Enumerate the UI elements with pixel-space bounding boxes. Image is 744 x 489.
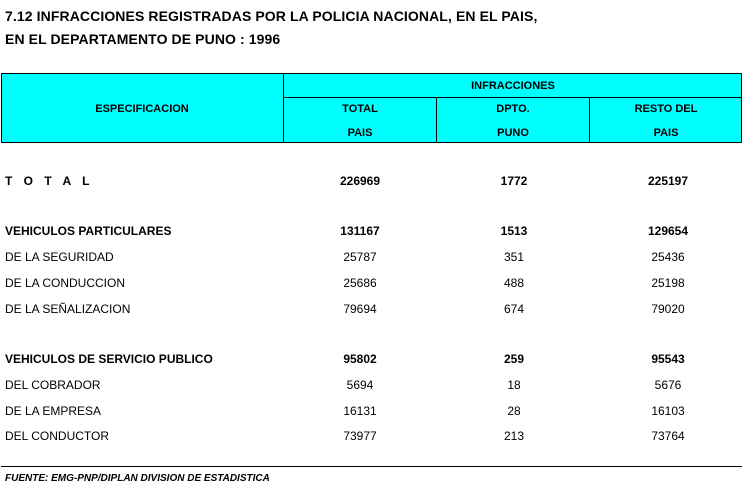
cell-total-pais: 73977 <box>343 429 377 443</box>
table-bottom-rule <box>1 466 742 467</box>
cell-resto-pais: 95543 <box>651 352 685 366</box>
source-note: FUENTE: EMG-PNP/DIPLAN DIVISION DE ESTADISTICA <box>5 473 270 484</box>
row-label: DEL CONDUCTOR <box>5 429 110 443</box>
header-especificacion: ESPECIFICACION <box>95 103 189 115</box>
header-resto-line-1: RESTO DEL <box>634 103 698 115</box>
header-resto-line-2: PAIS <box>653 127 679 139</box>
cell-dpto-puno: 1513 <box>500 224 528 238</box>
cell-resto-pais: 16103 <box>651 404 685 418</box>
cell-dpto-puno: 259 <box>503 352 525 366</box>
row-label: DEL COBRADOR <box>5 378 101 392</box>
cell-total-pais: 25787 <box>343 250 377 264</box>
cell-total-pais: 16131 <box>343 404 377 418</box>
cell-resto-pais: 129654 <box>647 224 689 238</box>
cell-resto-pais: 225197 <box>647 174 689 188</box>
cell-resto-pais: 25198 <box>651 276 685 290</box>
cell-resto-pais: 73764 <box>651 429 685 443</box>
cell-total-pais: 25686 <box>343 276 377 290</box>
cell-dpto-puno: 674 <box>503 302 525 316</box>
cell-dpto-puno: 488 <box>503 276 525 290</box>
cell-dpto-puno: 213 <box>503 429 525 443</box>
cell-dpto-puno: 28 <box>507 404 521 418</box>
table-title-line-1: 7.12 INFRACCIONES REGISTRADAS POR LA POLICIA NACIONAL, EN EL PAIS, <box>5 8 538 24</box>
row-label: DE LA SEGURIDAD <box>5 250 114 264</box>
cell-dpto-puno: 18 <box>507 378 521 392</box>
row-label-total: T O T A L <box>5 174 94 188</box>
header-dpto-line-2: PUNO <box>497 127 529 139</box>
row-label: DE LA SEÑALIZACION <box>5 302 131 316</box>
header-infracciones: INFRACCIONES <box>471 80 555 92</box>
cell-total-pais: 5694 <box>346 378 374 392</box>
row-label-vehiculos-servicio-publico: VEHICULOS DE SERVICIO PUBLICO <box>5 352 213 366</box>
cell-dpto-puno: 1772 <box>500 174 528 188</box>
cell-resto-pais: 25436 <box>651 250 685 264</box>
header-divider <box>283 97 742 98</box>
cell-resto-pais: 5676 <box>654 378 682 392</box>
cell-total-pais: 79694 <box>343 302 377 316</box>
row-label-vehiculos-particulares: VEHICULOS PARTICULARES <box>5 224 172 238</box>
row-label: DE LA EMPRESA <box>5 404 102 418</box>
cell-total-pais: 95802 <box>343 352 377 366</box>
header-dpto-line-1: DPTO. <box>496 103 530 115</box>
table-title-line-2: EN EL DEPARTAMENTO DE PUNO : 1996 <box>5 31 281 47</box>
cell-total-pais: 131167 <box>340 224 380 238</box>
cell-dpto-puno: 351 <box>503 250 525 264</box>
cell-resto-pais: 79020 <box>651 302 685 316</box>
cell-total-pais: 226969 <box>339 174 381 188</box>
header-total-line-1: TOTAL <box>342 103 378 115</box>
row-label: DE LA CONDUCCION <box>5 276 126 290</box>
header-total-line-2: PAIS <box>347 127 373 139</box>
